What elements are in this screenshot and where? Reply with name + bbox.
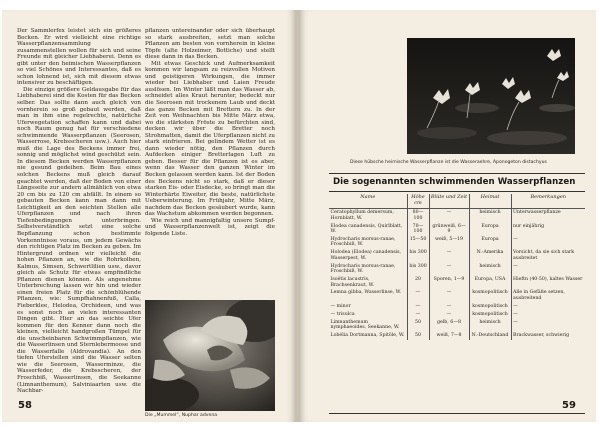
table-row (329, 276, 585, 289)
cell-remarks: — (511, 303, 585, 311)
cell-name: Lemna gibba, Wasserlinse, W. (330, 290, 402, 296)
cell-bloom: weiß, 5—19 (429, 236, 469, 249)
table-row (329, 249, 585, 262)
table-header-height: Höhe cm (407, 194, 429, 209)
cell-origin: Europa, USA (469, 276, 511, 289)
cell-remarks: — (511, 318, 585, 331)
aponogeton-photo-image (407, 38, 575, 154)
cell-remarks: — (511, 236, 585, 249)
aponogeton-photo (407, 38, 575, 154)
right-page-number: 59 (562, 400, 576, 411)
cell-name: Isoëtis lacustris, Brachsenkraut, W. (330, 277, 375, 288)
cell-bloom: grünweiß, 6—9 (429, 222, 469, 235)
left-col2-paragraph-2: Mit etwas Geschick und Aufmerksamkeit kommen wir langsam zu reizvollen Motiven und geistigeren Wirkungen, die immer wieder bei Liebhaber und Laien Freude auslösen. Im Winter läßt man das Wasser ab, schneidet alles Kraut herunter, bedeckt nur die Seerosen mit trockenem Laub und deckt das ganze Becken mit Brettern zu. In der Zeit von Weihnachten bis Mitte März etwa, wo die stärksten Fröste zu befürchten sind, decken wir über die Bretter noch Strohmatten, damit die Uferpflanzen nicht zu stark einfrieren. Bei gelindem Wetter ist es dann wieder nötig, den Pflanzen durch Aufdecken einiger Bretterlagen Luft zu geben. Besser für die Pflanzen ist es aber, wenn das Wasser den ganzen Winter im Becken gelassen werden kann. Ist der Boden des Beckens nicht so stark, daß er dieser starken Eis- oder Eisdecke, so bringt man die Winterhärte Eiweiter, die beste, natürlichste Ueberwinterung. Im Frühjahr, Mitte März, nachdem das Becken gesäubert wurde, kann das Wachstum abkommen werden begonnen. (145, 60, 275, 218)
table-row (329, 209, 585, 223)
mummel-photo-caption: Die „Mummel“, Nuphar advena (145, 413, 218, 418)
cell-remarks: Brackwasser, schwierig (511, 332, 585, 340)
table-bottom-rule (329, 413, 585, 414)
table-header-name: Name (329, 194, 407, 209)
cell-bloom: — (429, 209, 469, 223)
table-header-bloom: Blüte und Zeit (429, 194, 469, 209)
cell-height: 70—100 (407, 222, 429, 235)
cell-bloom: — (429, 263, 469, 276)
cell-origin: Europa (469, 222, 511, 235)
cell-remarks: Alle in Gefäße setzen, ausbreitend (511, 289, 585, 302)
left-text-column-1 (17, 28, 141, 398)
table-row (329, 311, 585, 319)
cell-origin: N.-Deutschland (469, 332, 511, 340)
cell-remarks: — (511, 263, 585, 276)
table-header-remarks: Bemerkungen (511, 194, 585, 209)
aponogeton-photo-caption: Diese hübsche heimische Wasserpflanze ist die Wasseraehre, Aponogeton distachyus (350, 160, 547, 165)
cell-height: 20 (407, 276, 429, 289)
table-header-origin: Heimat (469, 194, 511, 209)
nuphar-photo-image (145, 300, 275, 411)
cell-height: bis 300 (407, 249, 429, 262)
cell-bloom: — (429, 249, 469, 262)
cell-origin: heimisch (469, 318, 511, 331)
cell-bloom: gelb, 6—8 (429, 318, 469, 331)
table-top-rule (329, 173, 585, 174)
cell-remarks: Vorsicht, da sie sich stark ausbreitet (511, 249, 585, 262)
cell-remarks: nur einjährig (511, 222, 585, 235)
cell-height: 80—100 (407, 209, 429, 223)
left-col1-paragraph-2: Die einzige größere Geldausgabe für das Liebhaberei sind die Kosten für das Becken selber. Das sollte dann auch gleich von vornherein so groß gebaut werden, daß man in ihm eine regelrechte, natürliche Uferwegetation schaffen kann und dabei noch Raum genug hat für verschiedene schwimmende Wasserpflanzen (Seerosen, Wasserrose, Krebsscheren usw.). Auch hier muß die Lage des Beckens immer frei, sonnig und möglichst wind geschützt sein. In diesem Becken werden Wasserpflanzen nie gesund gedeihen. Beim Bau eines solchen Beckens muß gleich darauf geachtet werden, daß der Boden von einer Längsseite zur andern allmählich von etwa 20 cm bis zu 120 cm abfällt. In einem so gebauten Becken kann man dann mit Leichtigkeit an den seichten Stellen alle Uferpflanzen und nach ihren Tiefenbedingungen unterbringen. Selbstverständlich setzt eine solche Bepflanzung schon bestimmte Vorkenntnisse voraus, um jedem Gewächs den richtigen Platz im Becken zu geben. Im Hintergrund ordnen wir vielleicht die hohen Pflanzen an, wie die Rohrkolben, Kalmus, Simsen, Schwertlilien usw., davor gleich als Schutz für etwas empfindliche Pflanzen dienen können. Als angenehme Unterbrechung lassen wir hin und wieder einen freien Platz für die schönblühende Pflanzen, wie: Sumpfhahnenfuß, Calla, Fieberklee, Helodea, Orchideen, und was es sonst noch an vielen interessanten Dingen gibt. Hier an das seichte Ufer kommen für den Kenner dann noch die kleinen, vielleicht handgroßen Tümpel für die unscheinbaren Schwimmpflanzen, wie die Wasserlinsen und Sternlebermoose und die Wasserfalle (Aldrovandia). An den tiefen Uferstellen sind die Wasser selten wie die Seerosen, Wasserminze, die Wasserfeder, die Krebsscheren, der Froschbiß, Wasserlinsen, die Seekanne (Limnanthemum), Salviniaarten usw. die Nachbar- (17, 86, 141, 395)
cell-remarks: Hieftn (40-50), kaltes Wasser (511, 276, 585, 289)
cell-name: Elodea canadensis, Quirlblatt, W. (330, 223, 403, 235)
cell-bloom: — (429, 289, 469, 302)
cell-origin: kosmopolitisch (469, 311, 511, 319)
left-col2-paragraph-1: pflanzen untereinander oder sich überhaupt so stark ausbreiten, setzt man solche Pflanzen am besten von vornherein in kleine Töpfe (alte Holzeimer, Bottiche) und stellt diese dann in das Becken. (145, 28, 275, 61)
table-row (329, 303, 585, 311)
table-row (329, 236, 585, 249)
cell-height: bis 300 (407, 263, 429, 276)
table-row (329, 318, 585, 331)
cell-height: 50 (407, 318, 429, 331)
cell-height: — (407, 303, 429, 311)
left-col2-paragraph-3: Wie reich und mannigfaltig unsere Sumpf- und Wasserpflanzenwelt ist, zeigt die folgende Liste. (145, 217, 275, 237)
cell-origin: heimisch (469, 263, 511, 276)
cell-name: Hydrocharis morsus-ranae, Froschbiß, W. (330, 236, 396, 248)
cell-name: — minor (330, 303, 351, 309)
left-page-number: 58 (18, 400, 32, 411)
cell-remarks: Unterwasserpflanze (511, 209, 585, 223)
left-col1-paragraph-1: Der Sammlerfex leistet sich ein größeres Becken. Er wird vielleicht eine richtige Wasserpflanzensammlung zusammenstellen wollen für sich und seine Freunde mit gleicher Liebhaberei. Denn es gibt unter den heimischen Wasserpflanzen so viel Schönes und Interessantes, daß es schon lohnend ist, sich mit diesem etwas intensiver zu beschäftigen. (17, 28, 141, 87)
mummel-photo (145, 300, 275, 411)
cell-name: Holodea (Elodea) canadensis, Wasserpest, W. (330, 250, 402, 261)
cell-bloom: Sporen, 1—9 (429, 276, 469, 289)
cell-bloom: weiß, 7—8 (429, 332, 469, 340)
cell-origin: Europa (469, 236, 511, 249)
table-row (329, 289, 585, 302)
table-title: Die sogenannten schwimmenden Wasserpflanzen (333, 177, 576, 187)
cell-origin: kosmopolitisch (469, 303, 511, 311)
cell-height: — (407, 289, 429, 302)
cell-name: Ceratophyllum demersum, Hornblatt, W. (330, 210, 394, 221)
table-row (329, 332, 585, 340)
cell-name: Hydrocharis morsus-ranae, Froschbiß, W. (330, 263, 396, 275)
cell-height: 15—50 (407, 236, 429, 249)
cell-height: 50 (407, 332, 429, 340)
cell-name: Lobélia Dortmanna, Spitöle, W. (330, 332, 405, 338)
left-text-column-2 (145, 28, 275, 258)
cell-origin: heimisch (469, 209, 511, 223)
table-row (329, 222, 585, 235)
table-header-row (329, 194, 585, 209)
table-row (329, 263, 585, 276)
cell-name: Limnanthemum nymphaeoides, Seekanne, W. (330, 319, 400, 331)
cell-bloom: — (429, 303, 469, 311)
cell-height: — (407, 311, 429, 319)
cell-origin: N.-Amerika (469, 249, 511, 262)
cell-name: — trisulca (330, 311, 355, 317)
cell-origin: kosmopolitisch (469, 289, 511, 302)
cell-bloom: — (429, 311, 469, 319)
plants-table (329, 194, 585, 340)
cell-remarks: — (511, 311, 585, 319)
table-title-rule (329, 191, 585, 192)
